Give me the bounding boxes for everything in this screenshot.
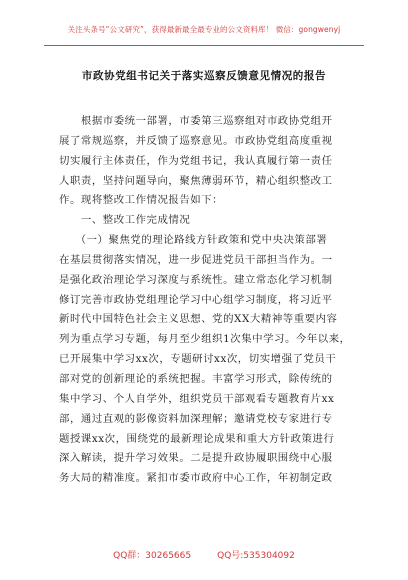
- footer-qq-group: QQ群：30265665: [113, 551, 192, 561]
- body-line: 是强化政治理论学习深度与系统性。建立常态化学习机制: [59, 273, 333, 286]
- document-title: 市政协党组书记关于落实巡察反馈意见情况的报告: [81, 70, 327, 82]
- header-divider: [44, 45, 364, 46]
- body-line: 修订完善市政协党组理论学习中心组学习制度，将习近平: [59, 293, 333, 306]
- body-line: 展了常规巡察，并反馈了巡察意见。市政协党组高度重视: [59, 134, 333, 147]
- body-line: 列为重点学习专题，每月至少组织1次集中学习。今年以来，: [59, 333, 351, 346]
- body-line: 部对党的创新理论的系统把握。丰富学习形式，除传统的: [59, 372, 333, 385]
- document-body: [59, 112, 354, 489]
- body-line: 根据市委统一部署，市委第三巡察组对市政协党组开: [59, 115, 333, 127]
- body-line: 在基层贯彻落实情况，进一步促进党员干部担当作为。一: [59, 253, 333, 266]
- header-banner: 关注头条号“公文研究”，获得最新最全最专业的公文资料库！ 微信：gongwenyj: [67, 25, 341, 34]
- body-line: 人职责，坚持问题导向，聚焦薄弱环节，精心组织整改工: [59, 174, 333, 187]
- body-line: 作。现将整改工作情况报告如下：: [59, 194, 224, 207]
- footer-qq-number: QQ号:535304092: [217, 551, 295, 561]
- footer-contact: [0, 548, 408, 561]
- body-line: 务大局的精准度。紧扣市委市政府中心工作，年初制定政: [59, 472, 333, 485]
- section-heading: 一、整改工作完成情况: [59, 214, 191, 227]
- body-line: 集中学习、个人自学外，组织党员干部观看专题教育片xx: [59, 392, 335, 405]
- body-line: 题授课xx次，围绕党的最新理论成果和重大方针政策进行: [59, 432, 335, 445]
- body-line: 部，通过直观的影像资料加深理解；邀请党校专家进行专: [59, 412, 333, 425]
- body-line: 切实履行主体责任，作为党组书记，我认真履行第一责任: [59, 154, 333, 167]
- body-line: （一）聚焦党的理论路线方针政策和党中央决策部署: [59, 234, 328, 247]
- body-line: 深入解读，提升学习效果。二是提升政协履职围绕中心服: [59, 452, 333, 465]
- body-line: 已开展集中学习xx次，专题研讨xx次，切实增强了党员干: [59, 353, 337, 366]
- body-line: 新时代中国特色社会主义思想、党的XX大精神等重要内容: [59, 313, 338, 326]
